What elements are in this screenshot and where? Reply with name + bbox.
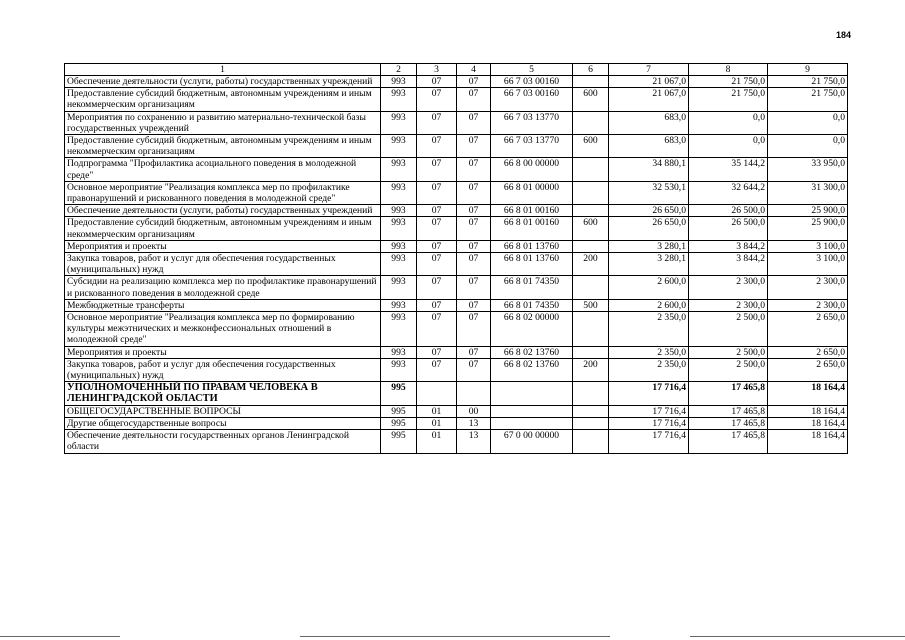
row-expense-type xyxy=(573,417,609,429)
row-expense-type xyxy=(573,240,609,252)
row-amount-1: 26 650,0 xyxy=(609,205,689,217)
row-name-cell: ОБЩЕГОСУДАРСТВЕННЫЕ ВОПРОСЫ xyxy=(65,405,381,417)
row-section-code: 07 xyxy=(417,158,457,181)
header-col-7: 7 xyxy=(609,64,689,76)
row-subsection-code: 07 xyxy=(457,181,491,204)
row-admin-code: 993 xyxy=(381,111,417,134)
header-col-6: 6 xyxy=(573,64,609,76)
bottom-edge-line xyxy=(300,636,610,637)
row-amount-3: 18 164,4 xyxy=(768,405,848,417)
row-target-code xyxy=(491,417,573,429)
row-amount-3: 2 300,0 xyxy=(768,299,848,311)
row-section-code: 07 xyxy=(417,312,457,347)
row-admin-code: 993 xyxy=(381,88,417,111)
row-name-cell: Основное мероприятие "Реализация комплекса мер по формированию культуры межэтнических и межконфессиональных отношений в молодежной среде" xyxy=(65,312,381,347)
row-admin-code: 993 xyxy=(381,181,417,204)
row-subsection-code: 07 xyxy=(457,135,491,158)
row-amount-3: 18 164,4 xyxy=(768,430,848,453)
row-section-code: 07 xyxy=(417,253,457,276)
row-target-code: 66 7 03 13770 xyxy=(491,135,573,158)
bottom-edge-line xyxy=(0,636,120,637)
header-col-5: 5 xyxy=(491,64,573,76)
row-target-code: 66 8 00 00000 xyxy=(491,158,573,181)
row-amount-2: 17 465,8 xyxy=(689,405,768,417)
row-name-cell: Предоставление субсидий бюджетным, автономным учреждениям и иным некоммерческим организациям xyxy=(65,135,381,158)
row-admin-code: 993 xyxy=(381,217,417,240)
row-target-code: 66 7 03 00160 xyxy=(491,88,573,111)
row-admin-code: 995 xyxy=(381,405,417,417)
row-expense-type xyxy=(573,276,609,299)
header-row xyxy=(65,64,848,76)
row-amount-3: 2 650,0 xyxy=(768,346,848,358)
row-target-code xyxy=(491,405,573,417)
row-amount-3: 25 900,0 xyxy=(768,205,848,217)
row-subsection-code: 00 xyxy=(457,405,491,417)
row-admin-code: 993 xyxy=(381,358,417,381)
row-admin-code: 993 xyxy=(381,240,417,252)
row-section-code: 07 xyxy=(417,181,457,204)
row-name-cell: Обеспечение деятельности (услуги, работы) государственных учреждений xyxy=(65,205,381,217)
table-row xyxy=(65,346,848,358)
row-amount-1: 32 530,1 xyxy=(609,181,689,204)
row-amount-2: 0,0 xyxy=(689,135,768,158)
row-amount-1: 21 067,0 xyxy=(609,76,689,88)
row-amount-3: 25 900,0 xyxy=(768,217,848,240)
table-row xyxy=(65,111,848,134)
row-amount-2: 35 144,2 xyxy=(689,158,768,181)
row-amount-2: 26 500,0 xyxy=(689,217,768,240)
header-col-2: 2 xyxy=(381,64,417,76)
row-subsection-code: 07 xyxy=(457,240,491,252)
row-amount-1: 26 650,0 xyxy=(609,217,689,240)
row-section-code: 07 xyxy=(417,358,457,381)
row-amount-3: 2 650,0 xyxy=(768,358,848,381)
row-amount-3: 0,0 xyxy=(768,135,848,158)
row-amount-2: 0,0 xyxy=(689,111,768,134)
row-amount-2: 3 844,2 xyxy=(689,240,768,252)
row-subsection-code: 07 xyxy=(457,88,491,111)
row-amount-3: 2 300,0 xyxy=(768,276,848,299)
row-amount-1: 683,0 xyxy=(609,111,689,134)
row-section-code: 07 xyxy=(417,217,457,240)
row-amount-3: 33 950,0 xyxy=(768,158,848,181)
row-subsection-code: 07 xyxy=(457,111,491,134)
row-expense-type: 600 xyxy=(573,135,609,158)
row-subsection-code: 13 xyxy=(457,430,491,453)
row-expense-type xyxy=(573,430,609,453)
row-amount-2: 17 465,8 xyxy=(689,382,768,405)
row-target-code xyxy=(491,382,573,405)
table-row xyxy=(65,88,848,111)
row-name-cell: Мероприятия по сохранению и развитию материально-технической базы государственных учреждений xyxy=(65,111,381,134)
row-admin-code: 993 xyxy=(381,346,417,358)
row-name-cell: Мероприятия и проекты xyxy=(65,346,381,358)
table-row xyxy=(65,358,848,381)
row-name-cell: Обеспечение деятельности государственных органов Ленинградской области xyxy=(65,430,381,453)
row-amount-1: 17 716,4 xyxy=(609,405,689,417)
row-name-cell: Межбюджетные трансферты xyxy=(65,299,381,311)
row-amount-3: 3 100,0 xyxy=(768,253,848,276)
row-admin-code: 995 xyxy=(381,430,417,453)
row-target-code: 66 7 03 13770 xyxy=(491,111,573,134)
row-amount-1: 3 280,1 xyxy=(609,253,689,276)
row-section-code: 07 xyxy=(417,205,457,217)
row-amount-3: 21 750,0 xyxy=(768,76,848,88)
row-section-code: 07 xyxy=(417,76,457,88)
row-subsection-code: 07 xyxy=(457,358,491,381)
row-target-code: 66 8 01 74350 xyxy=(491,299,573,311)
row-section-code: 07 xyxy=(417,276,457,299)
row-amount-1: 17 716,4 xyxy=(609,382,689,405)
row-target-code: 67 0 00 00000 xyxy=(491,430,573,453)
row-admin-code: 993 xyxy=(381,253,417,276)
row-section-code: 07 xyxy=(417,88,457,111)
row-expense-type xyxy=(573,158,609,181)
row-admin-code: 995 xyxy=(381,417,417,429)
row-amount-1: 2 350,0 xyxy=(609,358,689,381)
row-amount-1: 34 880,1 xyxy=(609,158,689,181)
row-amount-2: 2 500,0 xyxy=(689,346,768,358)
header-col-1: 1 xyxy=(65,64,381,76)
row-amount-2: 3 844,2 xyxy=(689,253,768,276)
row-admin-code: 993 xyxy=(381,299,417,311)
row-name-cell: Мероприятия и проекты xyxy=(65,240,381,252)
row-amount-1: 2 350,0 xyxy=(609,312,689,347)
row-amount-2: 17 465,8 xyxy=(689,417,768,429)
table-row xyxy=(65,253,848,276)
row-target-code: 66 8 01 13760 xyxy=(491,253,573,276)
row-amount-2: 32 644,2 xyxy=(689,181,768,204)
row-amount-1: 17 716,4 xyxy=(609,430,689,453)
page-number: 184 xyxy=(835,30,851,40)
row-name-cell: УПОЛНОМОЧЕННЫЙ ПО ПРАВАМ ЧЕЛОВЕКА В ЛЕНИНГРАДСКОЙ ОБЛАСТИ xyxy=(65,382,381,405)
row-expense-type xyxy=(573,312,609,347)
table-row xyxy=(65,417,848,429)
row-amount-3: 18 164,4 xyxy=(768,417,848,429)
row-amount-2: 2 300,0 xyxy=(689,276,768,299)
table-body xyxy=(65,76,848,454)
row-section-code: 07 xyxy=(417,111,457,134)
row-expense-type: 500 xyxy=(573,299,609,311)
row-amount-3: 2 650,0 xyxy=(768,312,848,347)
table-row xyxy=(65,135,848,158)
header-col-8: 8 xyxy=(689,64,768,76)
row-expense-type xyxy=(573,111,609,134)
row-amount-1: 21 067,0 xyxy=(609,88,689,111)
row-amount-3: 21 750,0 xyxy=(768,88,848,111)
row-subsection-code: 07 xyxy=(457,205,491,217)
row-expense-type xyxy=(573,76,609,88)
row-section-code: 01 xyxy=(417,430,457,453)
row-name-cell: Основное мероприятие "Реализация комплекса мер по профилактике правонарушений и рискованного поведения в молодежной среде" xyxy=(65,181,381,204)
budget-table xyxy=(64,63,848,454)
row-target-code: 66 8 01 00160 xyxy=(491,217,573,240)
row-subsection-code: 07 xyxy=(457,346,491,358)
row-subsection-code: 07 xyxy=(457,158,491,181)
row-target-code: 66 8 02 00000 xyxy=(491,312,573,347)
row-subsection-code: 07 xyxy=(457,276,491,299)
row-amount-2: 2 500,0 xyxy=(689,358,768,381)
row-section-code: 07 xyxy=(417,240,457,252)
row-section-code: 01 xyxy=(417,405,457,417)
row-amount-1: 17 716,4 xyxy=(609,417,689,429)
row-target-code: 66 8 01 00000 xyxy=(491,181,573,204)
row-amount-1: 2 600,0 xyxy=(609,299,689,311)
row-expense-type: 200 xyxy=(573,253,609,276)
row-subsection-code xyxy=(457,382,491,405)
row-subsection-code: 07 xyxy=(457,253,491,276)
row-name-cell: Закупка товаров, работ и услуг для обеспечения государственных (муниципальных) нужд xyxy=(65,253,381,276)
table-row xyxy=(65,181,848,204)
table-row xyxy=(65,299,848,311)
row-admin-code: 993 xyxy=(381,76,417,88)
row-expense-type xyxy=(573,405,609,417)
row-amount-1: 683,0 xyxy=(609,135,689,158)
bottom-edge-line xyxy=(690,636,905,637)
row-name-cell: Подпрограмма "Профилактика асоциального поведения в молодежной среде" xyxy=(65,158,381,181)
row-amount-1: 2 350,0 xyxy=(609,346,689,358)
row-section-code: 01 xyxy=(417,417,457,429)
row-amount-2: 21 750,0 xyxy=(689,76,768,88)
row-amount-2: 17 465,8 xyxy=(689,430,768,453)
row-amount-2: 2 300,0 xyxy=(689,299,768,311)
table-row xyxy=(65,276,848,299)
row-admin-code: 993 xyxy=(381,135,417,158)
header-col-3: 3 xyxy=(417,64,457,76)
row-amount-3: 3 100,0 xyxy=(768,240,848,252)
row-subsection-code: 13 xyxy=(457,417,491,429)
row-name-cell: Предоставление субсидий бюджетным, автономным учреждениям и иным некоммерческим организациям xyxy=(65,88,381,111)
row-expense-type xyxy=(573,346,609,358)
row-amount-2: 26 500,0 xyxy=(689,205,768,217)
row-section-code: 07 xyxy=(417,346,457,358)
row-target-code: 66 8 02 13760 xyxy=(491,358,573,381)
row-name-cell: Предоставление субсидий бюджетным, автономным учреждениям и иным некоммерческим организациям xyxy=(65,217,381,240)
table-row xyxy=(65,382,848,405)
row-expense-type: 600 xyxy=(573,88,609,111)
table-row xyxy=(65,240,848,252)
row-name-cell: Закупка товаров, работ и услуг для обеспечения государственных (муниципальных) нужд xyxy=(65,358,381,381)
row-section-code xyxy=(417,382,457,405)
table-row xyxy=(65,430,848,453)
row-name-cell: Другие общегосударственные вопросы xyxy=(65,417,381,429)
row-target-code: 66 7 03 00160 xyxy=(491,76,573,88)
row-amount-1: 2 600,0 xyxy=(609,276,689,299)
row-admin-code: 993 xyxy=(381,205,417,217)
row-target-code: 66 8 02 13760 xyxy=(491,346,573,358)
table-row xyxy=(65,158,848,181)
row-section-code: 07 xyxy=(417,135,457,158)
row-name-cell: Субсидии на реализацию комплекса мер по профилактике правонарушений и рискованного поведения в молодежной среде xyxy=(65,276,381,299)
row-amount-3: 0,0 xyxy=(768,111,848,134)
row-expense-type xyxy=(573,181,609,204)
row-name-cell: Обеспечение деятельности (услуги, работы) государственных учреждений xyxy=(65,76,381,88)
row-subsection-code: 07 xyxy=(457,312,491,347)
row-amount-3: 18 164,4 xyxy=(768,382,848,405)
row-expense-type: 600 xyxy=(573,217,609,240)
row-expense-type: 200 xyxy=(573,358,609,381)
row-section-code: 07 xyxy=(417,299,457,311)
row-admin-code: 993 xyxy=(381,158,417,181)
row-admin-code: 995 xyxy=(381,382,417,405)
table-row xyxy=(65,205,848,217)
header-col-4: 4 xyxy=(457,64,491,76)
row-admin-code: 993 xyxy=(381,276,417,299)
table-row xyxy=(65,217,848,240)
row-expense-type xyxy=(573,382,609,405)
table-row xyxy=(65,312,848,347)
table-row xyxy=(65,405,848,417)
row-admin-code: 993 xyxy=(381,312,417,347)
header-col-9: 9 xyxy=(768,64,848,76)
row-amount-1: 3 280,1 xyxy=(609,240,689,252)
row-subsection-code: 07 xyxy=(457,299,491,311)
row-subsection-code: 07 xyxy=(457,76,491,88)
row-amount-2: 2 500,0 xyxy=(689,312,768,347)
table-row xyxy=(65,76,848,88)
row-target-code: 66 8 01 13760 xyxy=(491,240,573,252)
row-amount-3: 31 300,0 xyxy=(768,181,848,204)
row-target-code: 66 8 01 00160 xyxy=(491,205,573,217)
row-target-code: 66 8 01 74350 xyxy=(491,276,573,299)
row-amount-2: 21 750,0 xyxy=(689,88,768,111)
row-subsection-code: 07 xyxy=(457,217,491,240)
row-expense-type xyxy=(573,205,609,217)
